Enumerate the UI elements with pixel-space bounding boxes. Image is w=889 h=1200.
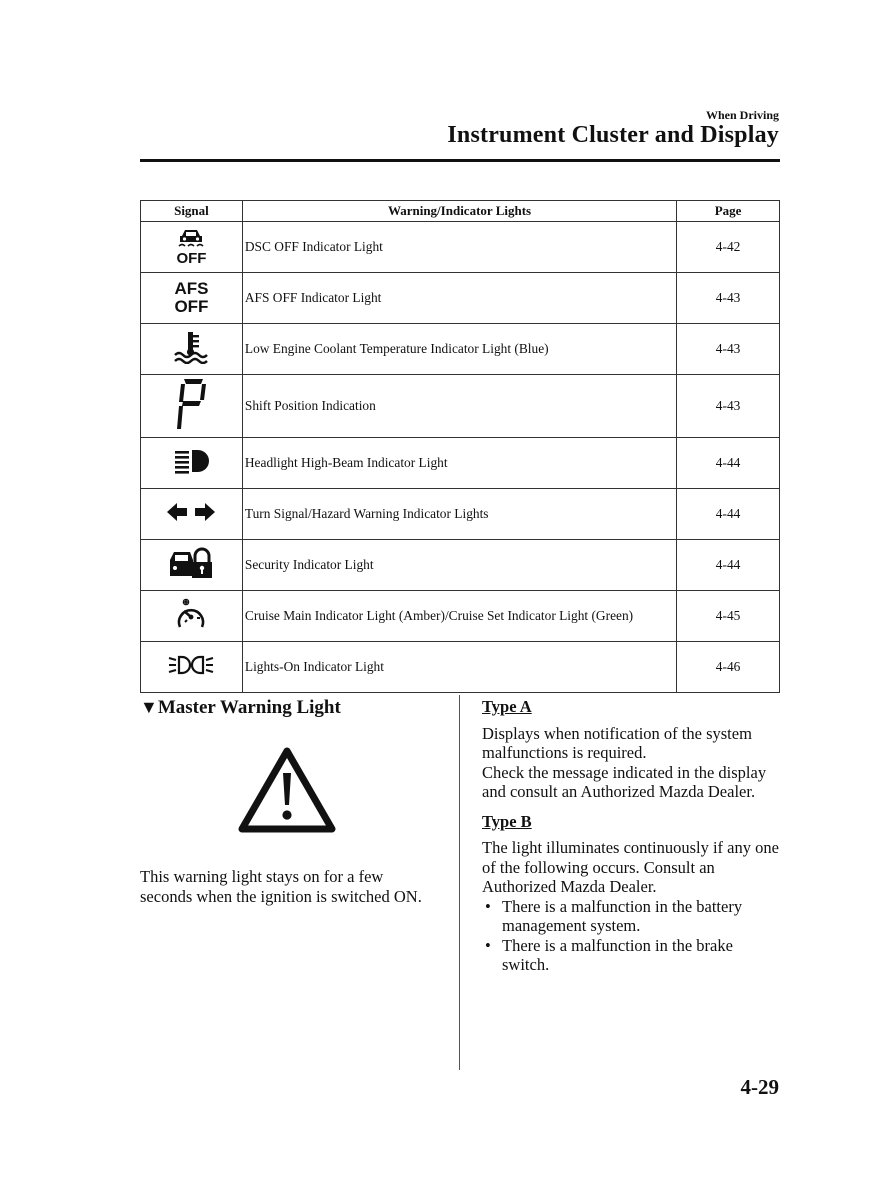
column-header-name: Warning/Indicator Lights: [242, 201, 676, 222]
type-a-text-1: Displays when notification of the system malfunctions is required.: [482, 723, 752, 762]
turn-signal-arrows-icon: [165, 501, 217, 523]
type-a-text-2: Check the message indicated in the display and consult an Authorized Mazda Dealer.: [482, 762, 767, 801]
light-name: AFS OFF Indicator Light: [242, 273, 676, 324]
signal-cell: [141, 642, 243, 693]
type-a-heading: Type A: [482, 697, 532, 716]
type-b-heading: Type B: [482, 811, 532, 831]
afs-off-icon: [174, 280, 208, 316]
light-name: Lights-On Indicator Light: [242, 642, 676, 693]
table-row: [141, 642, 780, 693]
light-name: Shift Position Indication: [242, 375, 676, 438]
section-marker: ▼: [140, 697, 158, 717]
page-ref: 4-43: [677, 324, 780, 375]
table-row: [141, 489, 780, 540]
light-name: DSC OFF Indicator Light: [242, 222, 676, 273]
list-item: • There is a malfunction in the brake switch.: [482, 936, 782, 975]
warning-types-section: [482, 697, 782, 975]
lights-on-icon: [167, 654, 215, 676]
light-name: Cruise Main Indicator Light (Amber)/Cruise Set Indicator Light (Green): [242, 591, 676, 642]
page-ref: 4-44: [677, 438, 780, 489]
header-rule: [140, 159, 780, 162]
signal-cell: [141, 438, 243, 489]
type-b-text: The light illuminates continuously if any one of the following occurs. Consult an Authorized Mazda Dealer.: [482, 838, 779, 896]
page-ref: 4-43: [677, 273, 780, 324]
afs-off-icon-label-top: AFS: [174, 279, 209, 298]
table-row: [141, 591, 780, 642]
page-ref: 4-46: [677, 642, 780, 693]
dsc-off-icon: [173, 227, 209, 266]
section-heading: [140, 697, 440, 719]
light-name: Turn Signal/Hazard Warning Indicator Lights: [242, 489, 676, 540]
page-ref: 4-43: [677, 375, 780, 438]
list-item: • There is a malfunction in the battery management system.: [482, 897, 782, 936]
signal-cell: [141, 324, 243, 375]
page-ref: 4-45: [677, 591, 780, 642]
section-label: When Driving: [705, 108, 779, 122]
table-row: [141, 222, 780, 273]
signal-cell: [141, 489, 243, 540]
cruise-speedometer-icon: [171, 597, 211, 631]
security-lock-icon: [166, 546, 216, 580]
column-header-signal: Signal: [141, 201, 243, 222]
table-row: [141, 324, 780, 375]
master-warning-description: This warning light stays on for a few seconds when the ignition is switched ON.: [140, 867, 422, 906]
column-header-page: Page: [677, 201, 780, 222]
signal-cell: [141, 540, 243, 591]
table-row: [141, 273, 780, 324]
page-number: 4-29: [740, 1075, 779, 1099]
low-coolant-temp-icon: [171, 330, 211, 364]
signal-cell: [141, 375, 243, 438]
signal-cell: [141, 222, 243, 273]
column-divider: [459, 695, 460, 1070]
table-header-row: [141, 201, 780, 222]
light-name: Headlight High-Beam Indicator Light: [242, 438, 676, 489]
light-name: Security Indicator Light: [242, 540, 676, 591]
light-name: Low Engine Coolant Temperature Indicator Light (Blue): [242, 324, 676, 375]
shift-position-p-icon: [174, 376, 208, 432]
page-ref: 4-44: [677, 540, 780, 591]
table-row: [141, 540, 780, 591]
table-row: [141, 438, 780, 489]
table-row: [141, 375, 780, 438]
page-ref: 4-44: [677, 489, 780, 540]
master-warning-section: [140, 697, 440, 906]
indicator-lights-table: [140, 200, 780, 693]
signal-cell: [141, 591, 243, 642]
signal-cell: [141, 273, 243, 324]
page-title: Instrument Cluster and Display: [447, 122, 779, 148]
afs-off-icon-label-bottom: OFF: [174, 297, 209, 316]
type-b-bullets: [482, 897, 782, 975]
section-heading-text: Master Warning Light: [157, 697, 341, 718]
warning-triangle-icon: [236, 745, 338, 837]
dsc-off-icon-label: OFF: [176, 250, 207, 267]
page-ref: 4-42: [677, 222, 780, 273]
high-beam-icon: [169, 447, 213, 475]
